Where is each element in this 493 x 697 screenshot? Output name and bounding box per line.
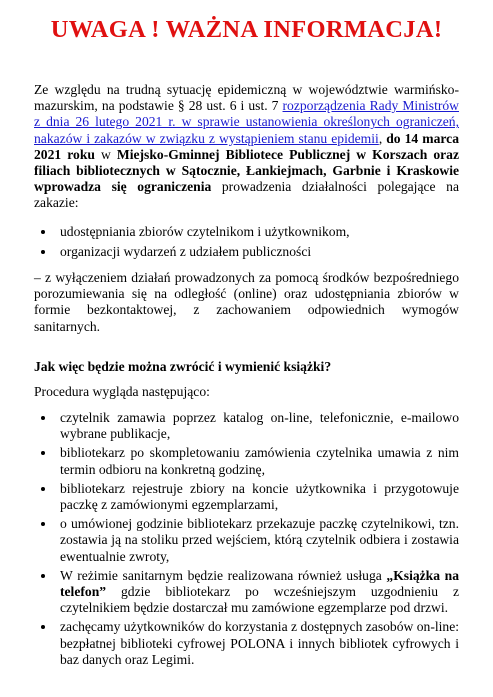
step5-text-1: W reżimie sanitarnym będzie realizowana również usługa <box>60 567 387 583</box>
intro-paragraph <box>34 82 459 212</box>
intro-library-names: Miejsko-Gminnej Bibliotece Publicznej w Korszach oraz filiach bibliotecznych w Sątocznie, Łankiejmach, Garbnie i Kraskowie wprowadza się ograniczenia <box>34 146 459 195</box>
list-item: czytelnik zamawia poprzez katalog on-line, telefonicznie, e-mailowo wybrane publikacje, <box>34 410 459 442</box>
page-title: UWAGA ! WAŻNA INFORMACJA! <box>50 16 443 43</box>
book-on-phone-service: „Książka na telefon” <box>60 567 459 600</box>
intro-text-4: prowadzenia działalności polegające na zakazie: <box>34 179 459 211</box>
restrictions-list <box>34 224 459 260</box>
list-item: o umówionej godzinie bibliotekarz przekazuje paczkę czytelnikowi, tzn. zostawia ją na stoliku przed wejściem, którą czytelnik odbiera i zostawia ewentualnie zwroty, <box>34 516 459 565</box>
list-item: udostępniania zbiorów czytelnikom i użytkownikom, <box>34 224 459 240</box>
list-item: bibliotekarz rejestruje zbiory na koncie użytkownika i przygotowuje paczkę z zamówionymi egzemplarzami, <box>34 481 459 513</box>
list-item: zachęcamy użytkowników do korzystania z dostępnych zasobów on-line: bezpłatnej biblioteki cyfrowej POLONA i innych bibliotek cyfrowych i baz danych oraz Legimi. <box>34 619 459 668</box>
regulation-link[interactable]: rozporządzenia Rady Ministrów z dnia 26 lutego 2021 r. w sprawie ustanowienia określonych ograniczeń, nakazów i zakazów w związku z wystąpieniem stanu epidemii <box>34 98 459 146</box>
list-item: bibliotekarz po skompletowaniu zamówienia czytelnika umawia z nim termin odbioru na konkretną godzinę, <box>34 445 459 477</box>
list-item: organizacji wydarzeń z udziałem publiczności <box>34 244 459 260</box>
exception-paragraph: – z wyłączeniem działań prowadzonych za pomocą środków bezpośredniego porozumiewania się na odległość (online) oraz udostępniania zbiorów w formie bezkontaktowej, z zachowaniem odpowiednich wymogów sanitarnych. <box>34 270 459 334</box>
procedure-intro: Procedura wygląda następująco: <box>34 383 210 399</box>
intro-text-2: , <box>378 130 387 146</box>
step5-text-2: gdzie bibliotekarz po wcześniejszym uzgodnieniu z czytelnikiem będzie dostarczał mu zamówione egzemplarze pod drzwi. <box>60 584 459 616</box>
section-heading: Jak więc będzie można zwrócić i wymienić książki? <box>34 358 332 374</box>
procedure-steps-list <box>34 410 459 668</box>
intro-date: do 14 marca 2021 roku <box>34 130 460 162</box>
list-item <box>34 568 459 617</box>
intro-text-1: Ze względu na trudną sytuację epidemiczną w województwie warmińsko-mazurskim, na podstawie § 28 ust. 6 i ust. 7 <box>34 82 459 114</box>
intro-text-3: w <box>94 146 117 162</box>
